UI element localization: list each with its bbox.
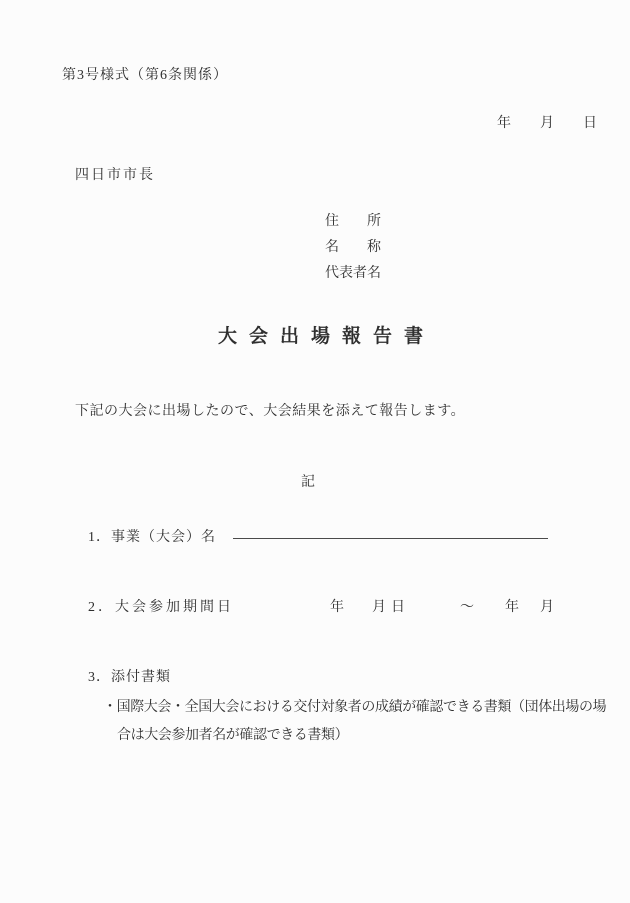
attachment-note-line2: 合は大会参加者名が確認できる書類） xyxy=(117,728,349,743)
date-month-label: 月 xyxy=(540,116,554,131)
period-start-month-label: 月 xyxy=(372,600,386,615)
sender-block xyxy=(325,209,381,287)
attachment-note-line1: ・国際大会・全国大会における交付対象者の成績が確認できる書類（団体出場の場 xyxy=(103,700,607,715)
period-end-month-label: 月 xyxy=(540,600,554,615)
period-range-tilde: ～ xyxy=(460,600,474,615)
item-event-name xyxy=(88,526,588,546)
document-title: 大会出場報告書 xyxy=(218,326,436,347)
addressee: 四日市市長 xyxy=(75,168,155,183)
sender-representative-label: 代表者名 xyxy=(325,266,381,281)
item-event-name-label: 1．事業（大会）名 xyxy=(88,530,216,545)
sender-name-label: 名 称 xyxy=(325,240,381,255)
period-start-year-label: 年 xyxy=(330,600,344,615)
period-end-day-label: 日 xyxy=(217,600,231,615)
item-participation-period-label: 2．大会参加期間 xyxy=(88,600,217,615)
intro-text: 下記の大会に出場したので、大会結果を添えて報告します。 xyxy=(75,404,466,419)
period-end-year-label: 年 xyxy=(505,600,519,615)
event-name-fill-line xyxy=(233,523,548,539)
item-attachments-label: 3．添付書類 xyxy=(88,670,171,685)
date-line xyxy=(497,112,607,130)
form-number: 第3号様式（第6条関係） xyxy=(62,68,228,83)
sender-address-label: 住 所 xyxy=(325,214,381,229)
period-start-day-label: 日 xyxy=(391,600,405,615)
date-day-label: 日 xyxy=(583,116,597,131)
item-attachments xyxy=(88,666,171,686)
item-participation-period xyxy=(88,596,608,614)
date-year-label: 年 xyxy=(497,116,511,131)
notation-marker: 記 xyxy=(301,475,315,490)
